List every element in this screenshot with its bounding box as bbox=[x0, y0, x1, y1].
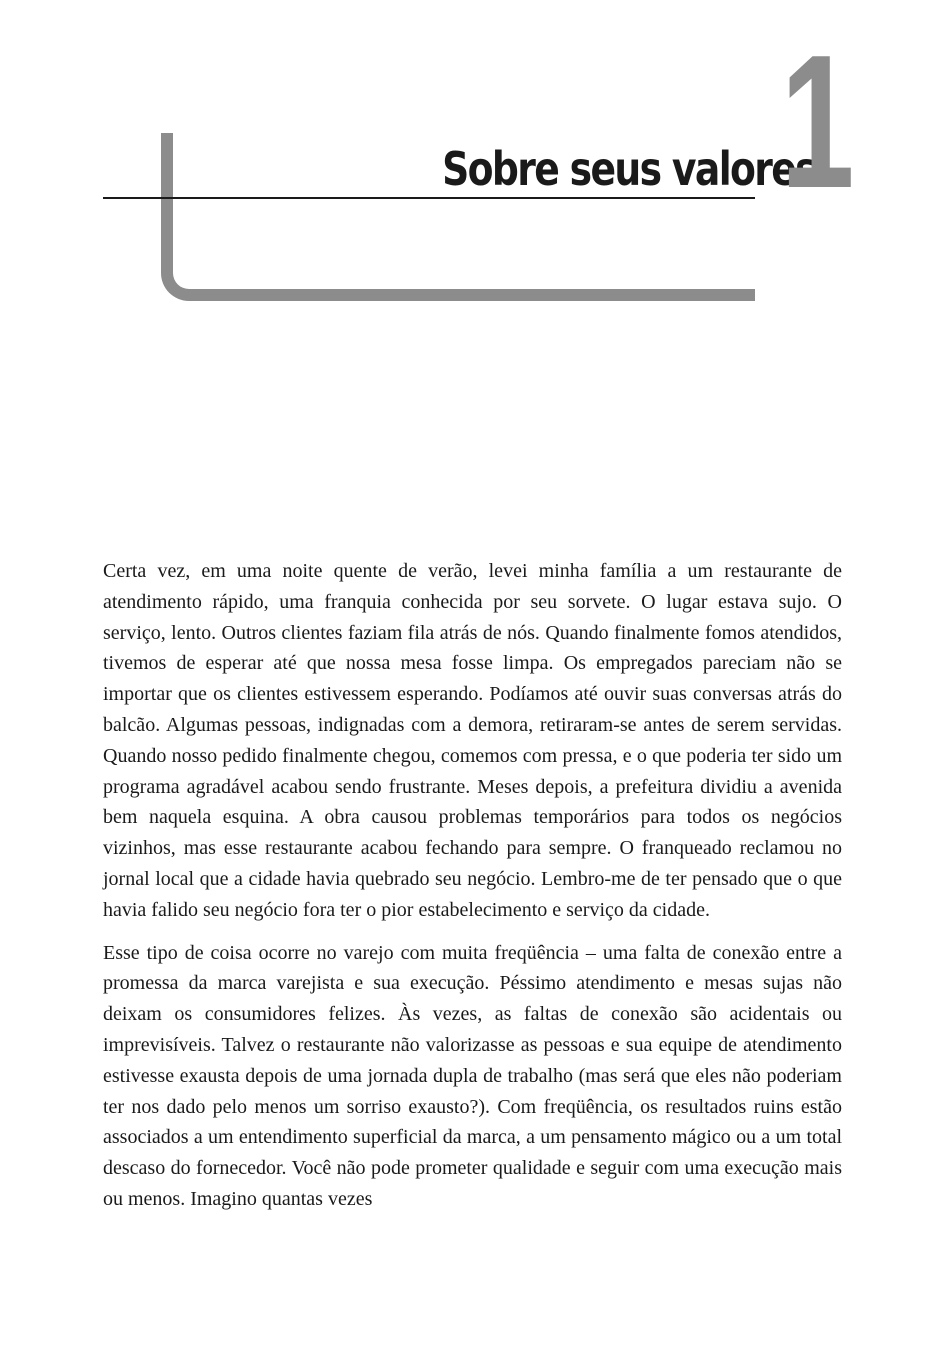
chapter-number: 1 bbox=[780, 16, 855, 228]
chapter-title: Sobre seus valores bbox=[442, 142, 816, 196]
paragraph-2: Esse tipo de coisa ocorre no varejo com muita freqüência – uma falta de conexão entre a promessa da marca varejista e sua execução. Péssimo atendimento e mesas sujas não deixam os consumidores felizes. Às vezes, as faltas de conexão são acidentais ou imprevisíveis. Talvez o restaurante não valorizasse as pessoas e sua equipe de atendimento estivesse exausta depois de uma jornada dupla de trabalho (mas será que eles não poderiam ter nos dado pelo menos um sorriso exausto?). Com freqüência, os resultados ruins estão associados a um entendimento superficial da marca, a um pensamento mágico ou a um total descaso do fornecedor. Você não pode prometer qualidade e seguir com uma execução mais ou menos. Imagino quantas vezes bbox=[103, 941, 842, 1210]
body-text bbox=[103, 556, 842, 1227]
paragraph-1: Certa vez, em uma noite quente de verão, levei minha família a um restaurante de atendimento rápido, uma franquia conhecida por seu sorvete. O lugar estava sujo. O serviço, lento. Outros clientes faziam fila atrás de nós. Quando finalmente fomos atendidos, tivemos de esperar até que nossa mesa fosse limpa. Os empregados pareciam não se importar que os clientes estivessem esperando. Podíamos até ouvir suas conversas atrás do balcão. Algumas pessoas, indignadas com a demora, retiraram-se antes de serem servidas. Quando nosso pedido finalmente chegou, comemos com pressa, e o que poderia ter sido um programa agradável acabou sendo frustrante. Meses depois, a prefeitura dividiu a avenida bem naquela esquina. A obra causou problemas temporários para todos os negócios vizinhos, mas esse restaurante acabou fechando para sempre. O franqueado reclamou no jornal local que a cidade havia quebrado seu negócio. Lembro-me de ter pensado que o que havia falido seu negócio fora ter o pior estabelecimento e serviço da cidade. bbox=[103, 560, 842, 921]
